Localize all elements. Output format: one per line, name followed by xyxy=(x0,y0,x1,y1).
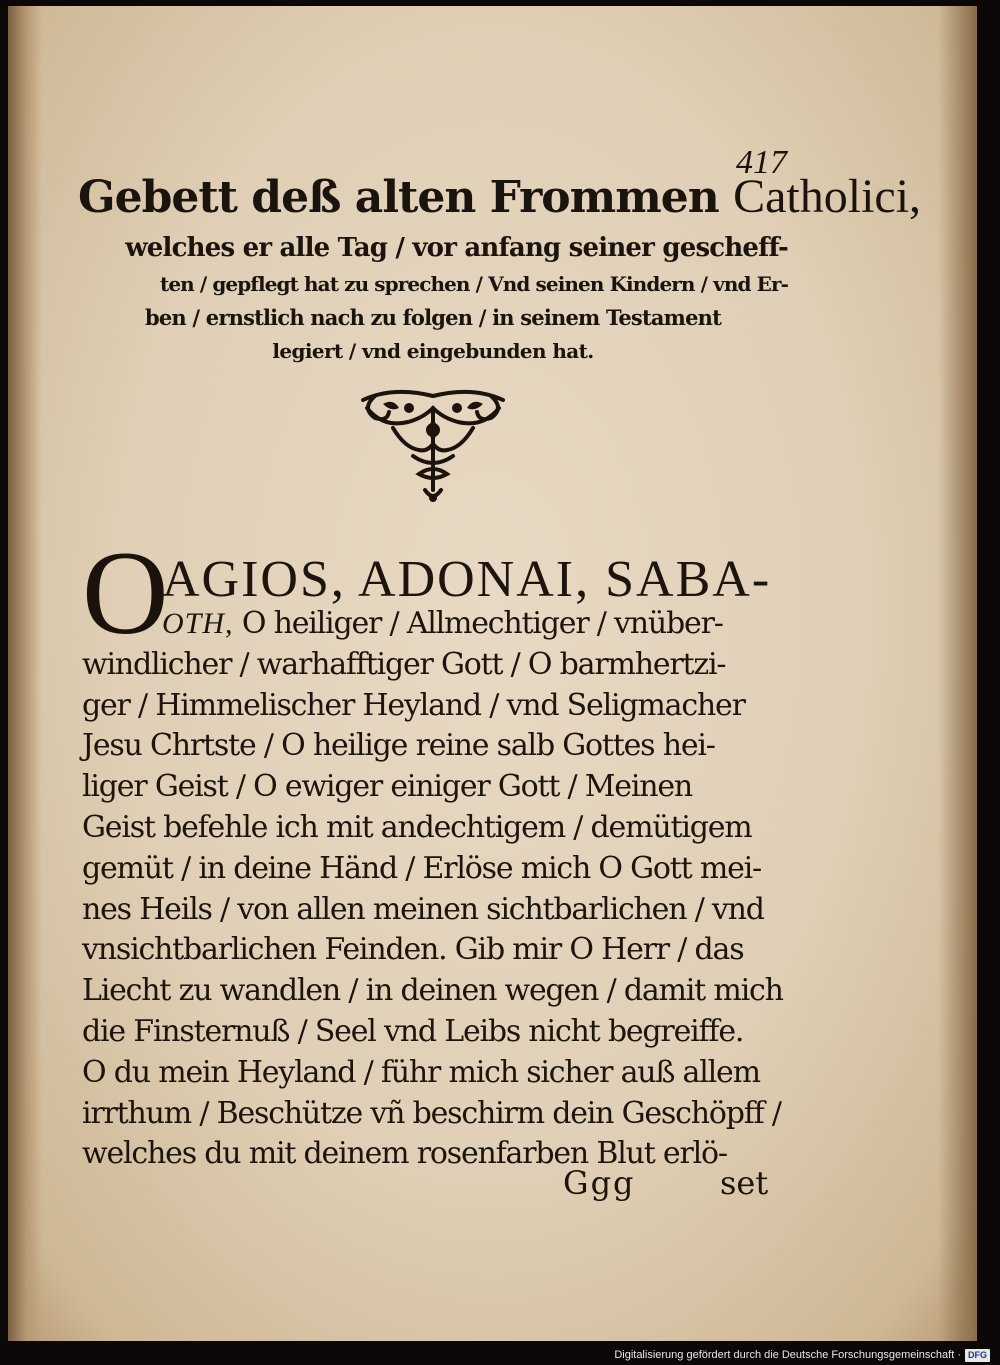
book-page xyxy=(8,6,977,1341)
body-first-line: AGIOS, ADONAI, SABA- xyxy=(162,551,772,608)
drop-cap-initial: O xyxy=(82,526,169,659)
body-line: Liecht zu wandlen / in deinen wegen / damit mich xyxy=(82,973,783,1009)
body-line: O du mein Heyland / führ mich sicher auß allem xyxy=(82,1054,760,1090)
body-line: nes Heils / von allen meinen sichtbarlichen / vnd xyxy=(82,891,764,927)
digitization-footer xyxy=(600,1346,990,1364)
heading-line-5: legiert / vnd eingebunden hat. xyxy=(272,339,594,363)
footer-text: Digitalisierung gefördert durch die Deutsche Forschungsgemeinschaft · xyxy=(614,1349,961,1361)
signature-mark: Ggg xyxy=(563,1164,636,1202)
heading-line-2: welches er alle Tag / vor anfang seiner gescheff- xyxy=(125,233,788,263)
page-number: 417 xyxy=(736,144,787,181)
body-line-rest: O heiliger / Allmechtiger / vnüber- xyxy=(241,606,723,641)
body-line: Jesu Chrtste / O heilige reine salb Gottes hei- xyxy=(82,728,715,764)
catchword: set xyxy=(720,1164,769,1202)
body-line: irrthum / Beschütze vñ beschirm dein Geschöpff / xyxy=(82,1095,781,1131)
body-line-italic: OTH, xyxy=(162,607,234,640)
heading-line-1 xyxy=(78,166,922,229)
heading-line-3: ten / gepflegt hat zu sprechen / Vnd seinen Kindern / vnd Er- xyxy=(159,272,788,296)
body-lines xyxy=(82,604,783,1175)
heading-fraktur: Gebett deß alten Frommen xyxy=(78,172,719,223)
body-line: Geist befehle ich mit andechtigem / demütigem xyxy=(82,809,752,845)
floral-ornament-icon xyxy=(353,378,513,506)
body-line xyxy=(82,604,772,645)
body-line: welches du mit deinem rosenfarben Blut erlö- xyxy=(82,1136,727,1172)
heading-line-4: ben / ernstlich nach zu folgen / in seinem Testament xyxy=(144,305,722,330)
body-line: vnsichtbarlichen Feinden. Gib mir O Herr / das xyxy=(82,932,744,968)
dfg-logo: DFG xyxy=(965,1349,990,1362)
prayer-heading xyxy=(78,166,922,367)
heading-latin: Catholici, xyxy=(733,170,922,223)
body-line: liger Geist / O ewiger einiger Gott / Meinen xyxy=(82,769,693,805)
body-line: ger / Himmelischer Heyland / vnd Seligmacher xyxy=(82,687,745,723)
body-line: gemüt / in deine Händ / Erlöse mich O Gott mei- xyxy=(82,850,761,886)
body-line: die Finsternuß / Seel vnd Leibs nicht begreiffe. xyxy=(82,1013,744,1049)
body-line: windlicher / warhafftiger Gott / O barmhertzi- xyxy=(82,646,726,682)
